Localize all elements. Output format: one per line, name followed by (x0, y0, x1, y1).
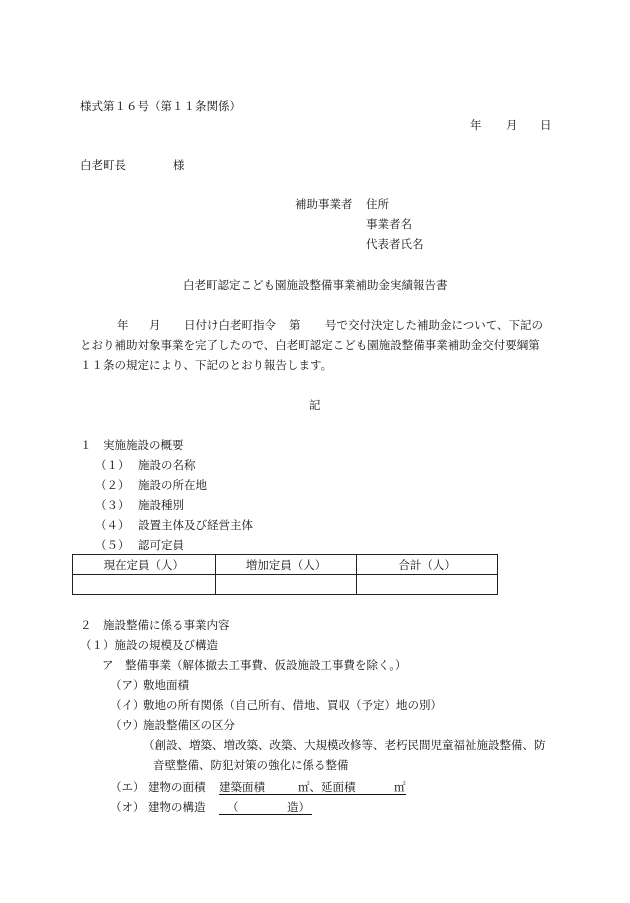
section1-heading: １ 実施施設の概要 (80, 438, 184, 452)
section1-item-5-num: （５） (95, 538, 130, 552)
form-number: 様式第１６号（第１１条関係） (80, 99, 241, 113)
body-line3: １１条の規定により、下記のとおり報告します。 (80, 358, 333, 372)
section2-item-a-num: （ア） (110, 678, 145, 692)
section2-item-o-label: 建物の構造 (148, 800, 206, 814)
section2-item-u-label: 施設整備区の区分 (143, 718, 235, 732)
applicant-representative-label: 代表者氏名 (366, 237, 424, 251)
category-line1: （創設、増築、増改築、改築、大規模改修等、老朽民間児童福祉施設整備、防 (143, 738, 546, 752)
body-line1-rest: 号で交付決定した補助金について、下記の (325, 318, 544, 332)
body-number-prefix: 第 (289, 318, 301, 332)
date-month: 月 (506, 118, 518, 132)
body-year: 年 (117, 318, 129, 332)
section2-a: ア 整備事業（解体撤去工事費、仮設施設工事費を除く。） (102, 658, 407, 672)
building-area-label: 建築面積 (219, 780, 265, 794)
total-area-unit: ㎡ (394, 780, 406, 794)
applicant-business-label: 事業者名 (366, 217, 412, 231)
section2-item-o-num: （オ） (110, 800, 145, 814)
section2-sub1: （１）施設の規模及び構造 (80, 638, 218, 652)
section1-item-2-label: 施設の所在地 (138, 478, 207, 492)
applicant-address-label: 住所 (366, 197, 389, 211)
ki-heading: 記 (309, 398, 321, 412)
cell-total-capacity[interactable] (357, 575, 498, 595)
document-title: 白老町認定こども園施設整備事業補助金実績報告書 (183, 278, 448, 292)
section2-item-u-num: （ウ） (110, 718, 145, 732)
category-line2: 音壁整備、防犯対策の強化に係る整備 (153, 758, 349, 772)
section2-heading: ２ 施設整備に係る事業内容 (80, 618, 230, 632)
section2-item-i-num: （イ） (110, 698, 145, 712)
section2-item-e-num: （エ） (110, 780, 145, 794)
table-header-row (73, 555, 498, 575)
body-dated: 日付け白老町指令 (184, 318, 276, 332)
building-area-field[interactable] (219, 780, 406, 795)
header-total-capacity: 合計（人） (357, 555, 498, 575)
body-month: 月 (149, 318, 161, 332)
header-increase-capacity: 増加定員（人） (215, 555, 357, 575)
cell-increase-capacity[interactable] (215, 575, 357, 595)
header-current-capacity: 現在定員（人） (73, 555, 216, 575)
structure-suffix: 造） (287, 800, 310, 814)
area-unit-label: ㎡、延面積 (298, 780, 356, 794)
applicant-label: 補助事業者 (295, 197, 353, 211)
cell-current-capacity[interactable] (73, 575, 216, 595)
addressee-name: 白老町長 (80, 158, 126, 172)
section1-item-4-label: 設置主体及び経営主体 (138, 518, 253, 532)
section1-item-2-num: （２） (95, 478, 130, 492)
section2-item-a-label: 敷地面積 (143, 678, 189, 692)
structure-paren-open: （ (227, 800, 239, 814)
capacity-table (72, 554, 498, 595)
section1-item-1-num: （１） (95, 458, 130, 472)
body-line2: とおり補助対象事業を完了したので、白老町認定こども園施設整備事業補助金交付要綱第 (80, 338, 540, 352)
section1-item-3-num: （３） (95, 498, 130, 512)
table-row (73, 575, 498, 595)
section1-item-5-label: 認可定員 (138, 538, 184, 552)
structure-field[interactable] (219, 800, 312, 815)
section2-item-e-label: 建物の面積 (148, 780, 206, 794)
section1-item-1-label: 施設の名称 (138, 458, 196, 472)
section2-item-i-label: 敷地の所有関係（自己所有、借地、買収（予定）地の別） (143, 698, 442, 712)
section1-item-4-num: （４） (95, 518, 130, 532)
addressee-honorific: 様 (173, 158, 185, 172)
date-day: 日 (540, 118, 552, 132)
section1-item-3-label: 施設種別 (138, 498, 184, 512)
date-year: 年 (470, 118, 482, 132)
